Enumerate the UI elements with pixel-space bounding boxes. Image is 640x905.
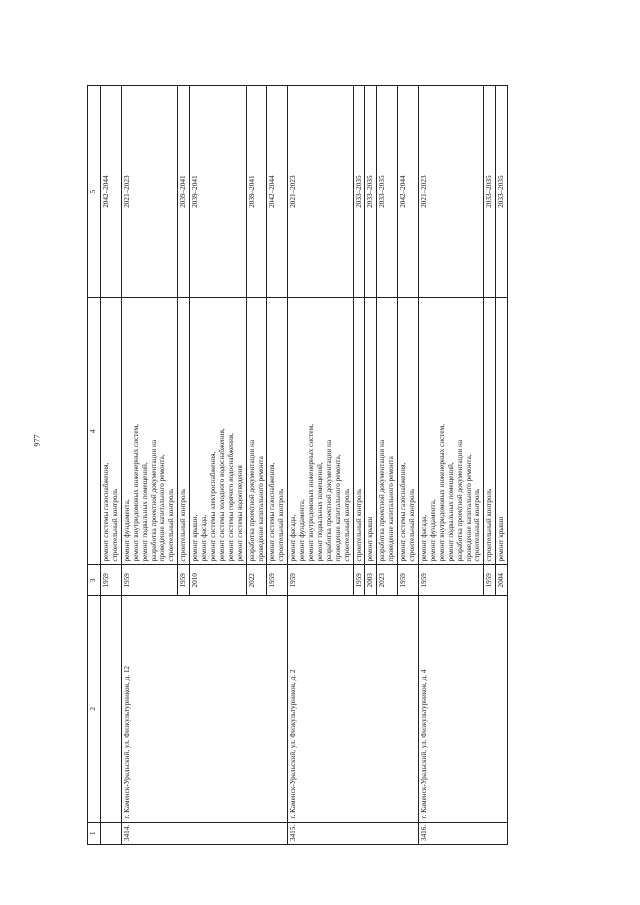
work-item: ремонт системы холодного водоснабжения, bbox=[217, 428, 226, 562]
work-item: ремонт внутридомовых инженерных систем, bbox=[437, 424, 446, 562]
year-cell: 1959 bbox=[484, 565, 496, 596]
work-item: ремонт внутридомовых инженерных систем, bbox=[307, 424, 316, 562]
year-cell: 1959 bbox=[101, 565, 122, 596]
works-cell bbox=[353, 298, 365, 565]
table-row bbox=[419, 86, 484, 845]
capital-repair-table bbox=[87, 85, 508, 845]
year-cell: 1959 bbox=[398, 565, 419, 596]
work-item: ремонт фасада, bbox=[420, 514, 428, 562]
building-address bbox=[101, 596, 122, 822]
work-item: ремонт фундамента, bbox=[298, 499, 307, 562]
work-item: проведение капитального ремонта, bbox=[333, 454, 342, 562]
work-item: ремонт внутридомовых инженерных систем, bbox=[131, 424, 140, 562]
period-cell: 2021–2023 bbox=[121, 86, 177, 298]
work-item: разработка проектной документации на bbox=[378, 439, 387, 562]
period-cell: 2039–2041 bbox=[190, 86, 246, 298]
period-cell: 2042–2044 bbox=[398, 86, 419, 298]
works-cell bbox=[419, 298, 484, 565]
building-number: 3415. bbox=[288, 822, 419, 844]
period-cell: 2039–2041 bbox=[246, 86, 267, 298]
works-cell bbox=[496, 298, 508, 565]
year-cell: 1959 bbox=[121, 565, 177, 596]
works-cell bbox=[101, 298, 122, 565]
work-item: разработка проектной документации на bbox=[455, 439, 464, 562]
year-cell: 1959 bbox=[419, 565, 484, 596]
works-cell bbox=[288, 298, 353, 565]
period-cell: 2042–2044 bbox=[101, 86, 122, 298]
period-cell: 2042–2044 bbox=[267, 86, 288, 298]
building-address: г. Каменск-Уральский, ул. Физкультурников, д. 4 bbox=[419, 596, 508, 822]
work-item: строительный контроль bbox=[277, 488, 286, 562]
work-item: ремонт подвальных помещений, bbox=[446, 462, 455, 562]
building-number: 3416. bbox=[419, 822, 508, 844]
table-row bbox=[121, 86, 177, 845]
period-cell: 2033–2035 bbox=[377, 86, 398, 298]
work-item: строительный контроль bbox=[354, 488, 363, 562]
work-item: ремонт подвальных помещений, bbox=[315, 462, 324, 562]
building-number bbox=[101, 822, 122, 844]
period-cell: 2021–2023 bbox=[419, 86, 484, 298]
work-item: ремонт фасада, bbox=[200, 514, 209, 562]
year-cell: 1959 bbox=[353, 565, 365, 596]
table-body bbox=[88, 86, 508, 845]
header-row bbox=[88, 86, 101, 845]
works-cell bbox=[121, 298, 177, 565]
work-item: проведение капитального ремонта bbox=[256, 456, 265, 562]
year-cell: 1959 bbox=[267, 565, 288, 596]
building-number: 3414. bbox=[121, 822, 287, 844]
work-item: ремонт фундамента, bbox=[428, 499, 437, 562]
work-item: ремонт системы газоснабжения, bbox=[268, 462, 277, 562]
year-cell: 1959 bbox=[288, 565, 353, 596]
works-cell bbox=[365, 298, 377, 565]
period-cell: 2033–2035 bbox=[365, 86, 377, 298]
year-cell: 2023 bbox=[377, 565, 398, 596]
works-cell bbox=[190, 298, 246, 565]
works-cell bbox=[246, 298, 267, 565]
period-cell: 2033–2035 bbox=[496, 86, 508, 298]
table-row bbox=[101, 86, 122, 845]
header-cell-2: 2 bbox=[88, 596, 101, 822]
work-item: строительный контроль bbox=[110, 488, 119, 562]
year-cell: 1959 bbox=[178, 565, 190, 596]
page-number: 977 bbox=[32, 434, 42, 447]
period-cell: 2039–2041 bbox=[178, 86, 190, 298]
work-item: разработка проектной документации на bbox=[247, 439, 256, 562]
year-cell: 2003 bbox=[365, 565, 377, 596]
period-cell: 2021–2023 bbox=[288, 86, 353, 298]
works-cell bbox=[398, 298, 419, 565]
work-item: строительный контроль bbox=[179, 488, 188, 562]
period-cell: 2033–2035 bbox=[484, 86, 496, 298]
building-address: г. Каменск-Уральский, ул. Физкультурников, д. 2 bbox=[288, 596, 419, 822]
work-item: ремонт системы горячего водоснабжения, bbox=[226, 433, 235, 562]
work-item: ремонт системы газоснабжения, bbox=[102, 462, 110, 562]
work-item: разработка проектной документации на bbox=[324, 439, 333, 562]
work-item: ремонт системы водоотведения bbox=[235, 465, 244, 562]
work-item: проведение капитального ремонта bbox=[387, 456, 396, 562]
work-item: ремонт крыши, bbox=[191, 514, 200, 562]
work-item: строительный контроль bbox=[167, 488, 176, 562]
year-cell: 2022 bbox=[246, 565, 267, 596]
year-cell: 2010 bbox=[190, 565, 246, 596]
work-item: ремонт системы электроснабжения, bbox=[208, 451, 217, 562]
work-item: разработка проектной документации на bbox=[149, 439, 158, 562]
work-item: ремонт фасада, bbox=[289, 514, 298, 562]
work-item: ремонт системы газоснабжения, bbox=[399, 462, 408, 562]
work-item: строительный контроль bbox=[342, 488, 351, 562]
work-item: ремонт крыши bbox=[497, 516, 506, 562]
work-item: строительный контроль bbox=[485, 488, 494, 562]
building-address: г. Каменск-Уральский, ул. Физкультурников, д. 12 bbox=[121, 596, 287, 822]
period-cell: 2033–2035 bbox=[353, 86, 365, 298]
table-row bbox=[288, 86, 353, 845]
work-item: ремонт фундамента, bbox=[122, 499, 131, 562]
work-item: строительный контроль bbox=[408, 488, 417, 562]
work-item: ремонт крыши bbox=[366, 516, 375, 562]
work-item: проведение капитального ремонта, bbox=[464, 454, 473, 562]
works-cell bbox=[178, 298, 190, 565]
work-item: ремонт подвальных помещений, bbox=[140, 462, 149, 562]
year-cell: 2004 bbox=[496, 565, 508, 596]
works-cell bbox=[377, 298, 398, 565]
works-cell bbox=[484, 298, 496, 565]
header-cell-3: 3 bbox=[88, 565, 101, 596]
header-cell-5: 5 bbox=[88, 86, 101, 298]
header-cell-1: 1 bbox=[88, 822, 101, 844]
rotated-table-container bbox=[87, 85, 602, 845]
work-item: строительный контроль bbox=[473, 488, 482, 562]
work-item: проведение капитального ремонта, bbox=[158, 454, 167, 562]
header-cell-4: 4 bbox=[88, 298, 101, 565]
works-cell bbox=[267, 298, 288, 565]
